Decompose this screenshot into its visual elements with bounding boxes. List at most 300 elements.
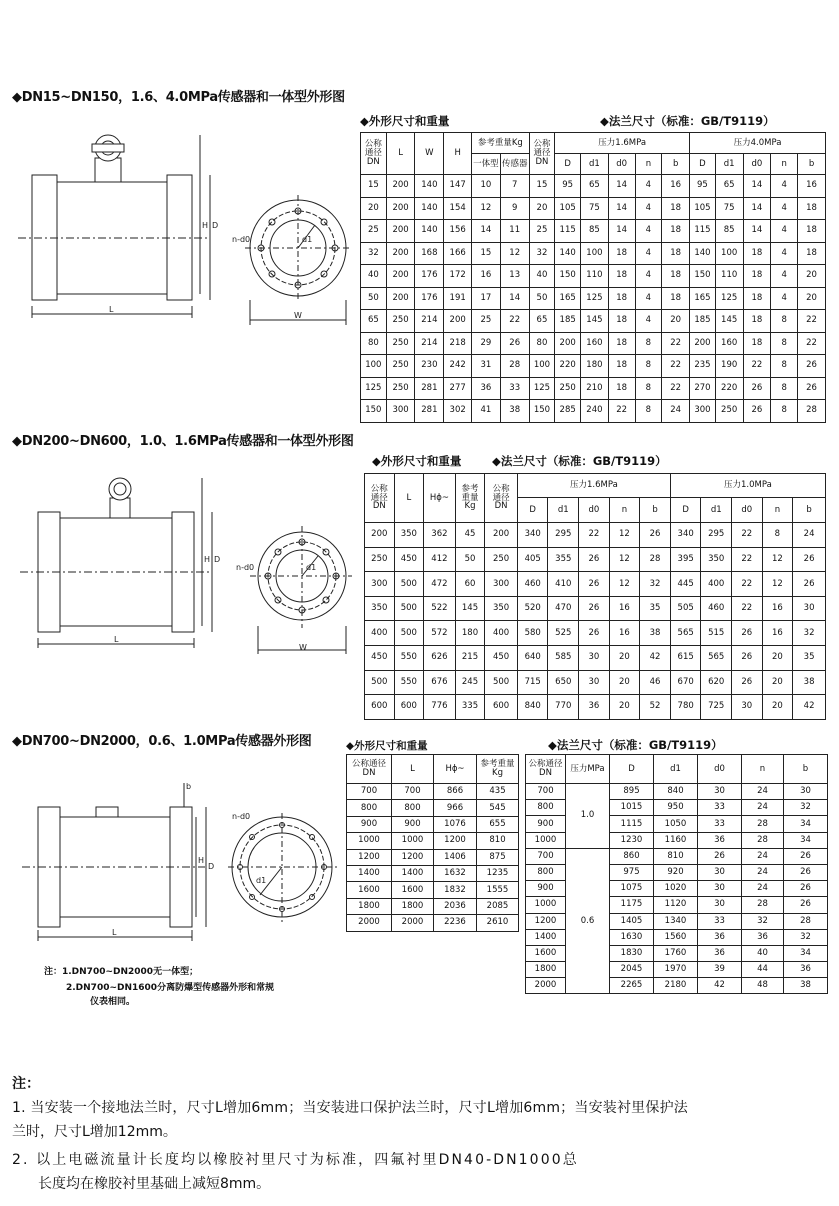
table-cell: 200 [386, 242, 415, 265]
table-cell: 362 [424, 523, 456, 548]
table-cell: 4 [635, 197, 662, 220]
table-cell: 160 [581, 332, 609, 355]
table-cell: 75 [581, 197, 609, 220]
sub-h: n [609, 498, 640, 523]
h-weight: 参考重量 Kg [477, 755, 519, 784]
table-cell: 700 [526, 848, 566, 864]
table-cell: 1075 [610, 881, 654, 897]
table-cell: 22 [662, 355, 690, 378]
table-cell: 525 [548, 621, 579, 646]
table-cell: 1400 [526, 929, 566, 945]
table-cell: 1400 [347, 865, 392, 881]
section3-note-1: 注：1.DN700~DN2000无一体型； [44, 967, 199, 977]
table-cell: 472 [424, 572, 456, 597]
table-cell: 22 [500, 310, 529, 333]
table-cell: 32 [529, 242, 555, 265]
section2-dims-title: ◆外形尺寸和重量 [372, 454, 462, 468]
table-cell: 38 [640, 621, 671, 646]
table-cell: 25 [529, 220, 555, 243]
table-cell: 810 [477, 833, 519, 849]
table-cell: 52 [640, 695, 671, 720]
table-cell: 176 [415, 265, 444, 288]
table-cell: 156 [444, 220, 472, 243]
table-cell: 2045 [610, 962, 654, 978]
table-cell: 7 [500, 175, 529, 198]
table-cell: 14 [608, 220, 635, 243]
table-cell: 30 [579, 645, 610, 670]
label-L: L [112, 928, 117, 937]
table-cell: 230 [415, 355, 444, 378]
table-cell: 33 [698, 800, 742, 816]
fh-d0: d0 [698, 755, 742, 784]
table-cell: 715 [517, 670, 548, 695]
h-nominal2: 公称 通径 DN [485, 474, 518, 523]
table-cell: 28 [784, 913, 828, 929]
sub-h: d0 [732, 498, 763, 523]
table-cell: 2000 [392, 915, 434, 931]
table-cell: 545 [477, 800, 519, 816]
table-cell: 20 [662, 310, 690, 333]
table-cell: 18 [662, 197, 690, 220]
table-cell: 34 [784, 832, 828, 848]
table-cell: 650 [548, 670, 579, 695]
table-cell: 520 [517, 596, 548, 621]
table-cell: 340 [670, 523, 701, 548]
table-cell: 24 [662, 400, 690, 423]
table-cell: 300 [386, 400, 415, 423]
table-row [347, 865, 519, 881]
section2-table [364, 473, 826, 720]
table-cell: 80 [529, 332, 555, 355]
table-cell: 200 [444, 310, 472, 333]
table-cell: 22 [743, 355, 771, 378]
table-row [365, 670, 826, 695]
table-cell: 655 [477, 816, 519, 832]
label-L: L [114, 635, 119, 644]
table-cell: 180 [455, 621, 485, 646]
table-cell: 20 [609, 695, 640, 720]
section2-drawing [10, 470, 355, 670]
table-cell: 780 [670, 695, 701, 720]
table-row [361, 287, 826, 310]
fh-D: D [610, 755, 654, 784]
table-cell: 17 [472, 287, 501, 310]
table-cell: 110 [581, 265, 609, 288]
table-cell: 26 [640, 523, 671, 548]
table-cell: 125 [529, 377, 555, 400]
table-cell: 460 [701, 596, 732, 621]
table-cell: 150 [529, 400, 555, 423]
table-cell: 200 [386, 197, 415, 220]
sub-h: n [771, 154, 798, 175]
table-cell: 500 [485, 670, 518, 695]
h-W: W [415, 133, 444, 175]
label-d1: d1 [302, 235, 313, 244]
table-cell: 48 [742, 978, 784, 994]
table-cell: 110 [715, 265, 743, 288]
table-cell: 1235 [477, 865, 519, 881]
table-cell: 26 [732, 621, 763, 646]
table-cell: 620 [701, 670, 732, 695]
table-cell: 580 [517, 621, 548, 646]
table-cell: 572 [424, 621, 456, 646]
label-H: H [202, 221, 209, 230]
table-cell: 250 [386, 377, 415, 400]
table-cell: 28 [798, 400, 826, 423]
table-cell: 33 [500, 377, 529, 400]
table-cell: 500 [394, 572, 424, 597]
table-cell: 1405 [610, 913, 654, 929]
table-cell: 20 [361, 197, 387, 220]
table-cell: 2610 [477, 915, 519, 931]
label-D: D [214, 555, 221, 564]
table-cell: 395 [670, 547, 701, 572]
table-cell: 25 [361, 220, 387, 243]
table-cell: 900 [347, 816, 392, 832]
table-cell: 26 [579, 596, 610, 621]
table-cell: 115 [690, 220, 716, 243]
table-cell: 28 [742, 816, 784, 832]
table-cell: 2000 [347, 915, 392, 931]
table-row [347, 833, 519, 849]
table-cell: 565 [670, 621, 701, 646]
table-row [361, 332, 826, 355]
table-cell: 115 [555, 220, 581, 243]
table-cell: 34 [784, 816, 828, 832]
table-cell: 1800 [392, 898, 434, 914]
sub-h: b [793, 498, 826, 523]
table-cell: 18 [608, 287, 635, 310]
table-cell: 302 [444, 400, 472, 423]
table-cell: 26 [579, 547, 610, 572]
table-cell: 4 [771, 220, 798, 243]
table-cell: 4 [635, 175, 662, 198]
table-cell: 44 [742, 962, 784, 978]
table-cell: 200 [485, 523, 518, 548]
table-cell: 295 [548, 523, 579, 548]
table-cell: 26 [500, 332, 529, 355]
table-row [361, 377, 826, 400]
table-row [361, 355, 826, 378]
table-cell: 31 [472, 355, 501, 378]
table-cell: 18 [662, 287, 690, 310]
table-cell: 9 [500, 197, 529, 220]
label-nd0: n-d0 [232, 235, 251, 244]
table-cell: 30 [698, 897, 742, 913]
table-cell: 445 [670, 572, 701, 597]
table-cell: 22 [662, 377, 690, 400]
table-cell: 500 [365, 670, 395, 695]
table-cell: 50 [529, 287, 555, 310]
table-cell: 18 [743, 287, 771, 310]
table-cell: 220 [715, 377, 743, 400]
table-cell: 28 [742, 897, 784, 913]
table-cell: 32 [640, 572, 671, 597]
table-cell: 350 [701, 547, 732, 572]
table-row [361, 242, 826, 265]
sub-h: b [640, 498, 671, 523]
table-cell: 30 [698, 881, 742, 897]
table-cell: 1000 [526, 832, 566, 848]
h-H: H [444, 133, 472, 175]
table-cell: 300 [365, 572, 395, 597]
table-cell: 32 [742, 913, 784, 929]
table-cell: 14 [500, 287, 529, 310]
h-pressure-16: 压力1.6MPa [517, 474, 670, 498]
table-cell: 24 [742, 864, 784, 880]
table-cell: 33 [698, 816, 742, 832]
footnote-head: 注： [12, 1076, 40, 1092]
h-weight: 参考重量Kg [472, 133, 530, 154]
table-cell: 400 [701, 572, 732, 597]
table-row [365, 596, 826, 621]
table-cell: 180 [581, 355, 609, 378]
table-cell: 29 [472, 332, 501, 355]
table-row [347, 915, 519, 931]
table-cell: 281 [415, 377, 444, 400]
h-nominal: 公称 通径 DN [361, 133, 387, 175]
table-cell: 600 [394, 695, 424, 720]
table-cell: 14 [608, 175, 635, 198]
table-cell: 1560 [654, 929, 698, 945]
table-cell: 32 [784, 800, 828, 816]
table-cell: 100 [581, 242, 609, 265]
table-cell: 250 [555, 377, 581, 400]
table-cell: 800 [526, 800, 566, 816]
table-cell: 38 [784, 978, 828, 994]
table-cell: 800 [526, 864, 566, 880]
table-cell: 505 [670, 596, 701, 621]
table-cell: 24 [793, 523, 826, 548]
table-cell: 26 [743, 400, 771, 423]
section3-flange-title: ◆法兰尺寸（标准：GB/T9119） [548, 738, 723, 752]
fh-nominal: 公称通径 DN [526, 755, 566, 784]
table-cell: 1760 [654, 945, 698, 961]
h-integral: 一体型 [472, 154, 501, 175]
table-cell: 140 [690, 242, 716, 265]
table-cell: 145 [715, 310, 743, 333]
table-cell: 18 [608, 310, 635, 333]
label-d1: d1 [306, 563, 317, 572]
table-cell: 1000 [392, 833, 434, 849]
table-cell: 300 [485, 572, 518, 597]
table-cell: 32 [793, 621, 826, 646]
table-cell: 18 [743, 265, 771, 288]
sub-h: d1 [581, 154, 609, 175]
table-cell: 20 [798, 287, 826, 310]
table-cell: 200 [386, 287, 415, 310]
table-cell: 12 [609, 523, 640, 548]
table-row [365, 523, 826, 548]
table-row [365, 572, 826, 597]
h-H: Hϕ~ [424, 474, 456, 523]
table-cell: 39 [698, 962, 742, 978]
table-cell: 22 [662, 332, 690, 355]
table-cell: 26 [784, 881, 828, 897]
sub-h: d1 [715, 154, 743, 175]
sub-h: d1 [548, 498, 579, 523]
table-cell: 18 [798, 197, 826, 220]
table-cell: 1970 [654, 962, 698, 978]
table-cell: 18 [743, 242, 771, 265]
table-cell: 210 [581, 377, 609, 400]
pressure-cell: 1.0 [566, 784, 610, 849]
table-cell: 840 [517, 695, 548, 720]
section3-flange-body [526, 784, 828, 994]
table-cell: 4 [771, 287, 798, 310]
table-cell: 26 [798, 377, 826, 400]
table-cell: 18 [662, 220, 690, 243]
table-cell: 1000 [347, 833, 392, 849]
sub-h: d0 [743, 154, 771, 175]
table-cell: 18 [608, 377, 635, 400]
table-cell: 18 [608, 265, 635, 288]
section3-dims-title: ◆外形尺寸和重量 [346, 740, 428, 752]
table-cell: 26 [743, 377, 771, 400]
fh-d1: d1 [654, 755, 698, 784]
table-cell: 410 [548, 572, 579, 597]
table-cell: 626 [424, 645, 456, 670]
table-cell: 250 [715, 400, 743, 423]
label-H: H [204, 555, 211, 564]
sub-h: n [635, 154, 662, 175]
table-cell: 45 [455, 523, 485, 548]
table-cell: 8 [635, 400, 662, 423]
table-cell: 8 [771, 355, 798, 378]
table-cell: 1555 [477, 882, 519, 898]
table-cell: 165 [555, 287, 581, 310]
table-cell: 20 [762, 645, 793, 670]
label-H: H [198, 856, 205, 865]
table-cell: 1200 [347, 849, 392, 865]
table-cell: 20 [529, 197, 555, 220]
table-cell: 800 [347, 800, 392, 816]
table-cell: 285 [555, 400, 581, 423]
table-cell: 30 [784, 784, 828, 800]
table-cell: 900 [526, 881, 566, 897]
table-cell: 160 [715, 332, 743, 355]
table-cell: 1230 [610, 832, 654, 848]
sub-h: D [517, 498, 548, 523]
table-cell: 190 [715, 355, 743, 378]
table-cell: 200 [386, 175, 415, 198]
table-cell: 16 [609, 621, 640, 646]
table-cell: 26 [698, 848, 742, 864]
table-cell: 32 [361, 242, 387, 265]
table-cell: 1600 [526, 945, 566, 961]
table-cell: 105 [690, 197, 716, 220]
table-cell: 200 [365, 523, 395, 548]
table-cell: 470 [548, 596, 579, 621]
table-cell: 214 [415, 332, 444, 355]
table-cell: 42 [698, 978, 742, 994]
table-cell: 22 [732, 523, 763, 548]
table-cell: 277 [444, 377, 472, 400]
table-cell: 140 [415, 197, 444, 220]
table-cell: 242 [444, 355, 472, 378]
table-cell: 218 [444, 332, 472, 355]
table-cell: 14 [743, 175, 771, 198]
table-cell: 50 [455, 547, 485, 572]
label-W: W [294, 311, 302, 320]
table-cell: 42 [793, 695, 826, 720]
table-cell: 8 [771, 400, 798, 423]
table-cell: 36 [698, 945, 742, 961]
table-cell: 214 [415, 310, 444, 333]
table-cell: 1832 [434, 882, 477, 898]
table-cell: 125 [715, 287, 743, 310]
label-nd0: n-d0 [232, 812, 251, 821]
table-cell: 1340 [654, 913, 698, 929]
table-cell: 30 [579, 670, 610, 695]
sub-h: b [662, 154, 690, 175]
table-cell: 4 [771, 175, 798, 198]
table-cell: 26 [793, 572, 826, 597]
table-cell: 34 [784, 945, 828, 961]
table-cell: 200 [386, 220, 415, 243]
table-cell: 15 [529, 175, 555, 198]
table-cell: 24 [742, 800, 784, 816]
table-cell: 800 [392, 800, 434, 816]
label-d1: d1 [256, 876, 267, 885]
table-cell: 4 [771, 242, 798, 265]
h-sensor: 传感器 [500, 154, 529, 175]
footnote-line-1: 1. 当安装一个接地法兰时，尺寸L增加6mm；当安装进口保护法兰时，尺寸L增加6mm；当安装衬里保护法 [12, 1100, 688, 1116]
table-cell: 1600 [392, 882, 434, 898]
table-cell: 1200 [526, 913, 566, 929]
table-cell: 245 [455, 670, 485, 695]
table-cell: 12 [609, 547, 640, 572]
table-cell: 2000 [526, 978, 566, 994]
table-cell: 12 [762, 547, 793, 572]
h-pressure-10: 压力1.0MPa [670, 474, 825, 498]
table-cell: 585 [548, 645, 579, 670]
table-cell: 515 [701, 621, 732, 646]
table-cell: 12 [762, 572, 793, 597]
table-cell: 4 [771, 197, 798, 220]
sub-h: d1 [701, 498, 732, 523]
pressure-cell: 0.6 [566, 848, 610, 994]
h-pressure-40: 压力4.0MPa [690, 133, 826, 154]
table-cell: 36 [472, 377, 501, 400]
table-cell: 65 [715, 175, 743, 198]
table-cell: 215 [455, 645, 485, 670]
table-row [347, 784, 519, 800]
table-cell: 450 [485, 645, 518, 670]
table-cell: 41 [472, 400, 501, 423]
h-nominal2: 公称 通径 DN [529, 133, 555, 175]
table-row [526, 848, 828, 864]
table-cell: 1120 [654, 897, 698, 913]
table-cell: 895 [610, 784, 654, 800]
table-cell: 32 [784, 929, 828, 945]
table-cell: 100 [361, 355, 387, 378]
fh-b: b [784, 755, 828, 784]
table-cell: 12 [472, 197, 501, 220]
sub-h: D [690, 154, 716, 175]
table-cell: 35 [793, 645, 826, 670]
table-cell: 125 [361, 377, 387, 400]
table-cell: 600 [485, 695, 518, 720]
table-cell: 60 [455, 572, 485, 597]
table-cell: 150 [690, 265, 716, 288]
table-cell: 22 [798, 332, 826, 355]
table-cell: 100 [715, 242, 743, 265]
table-cell: 20 [609, 645, 640, 670]
table-row [365, 695, 826, 720]
table-cell: 40 [742, 945, 784, 961]
table-cell: 700 [526, 784, 566, 800]
